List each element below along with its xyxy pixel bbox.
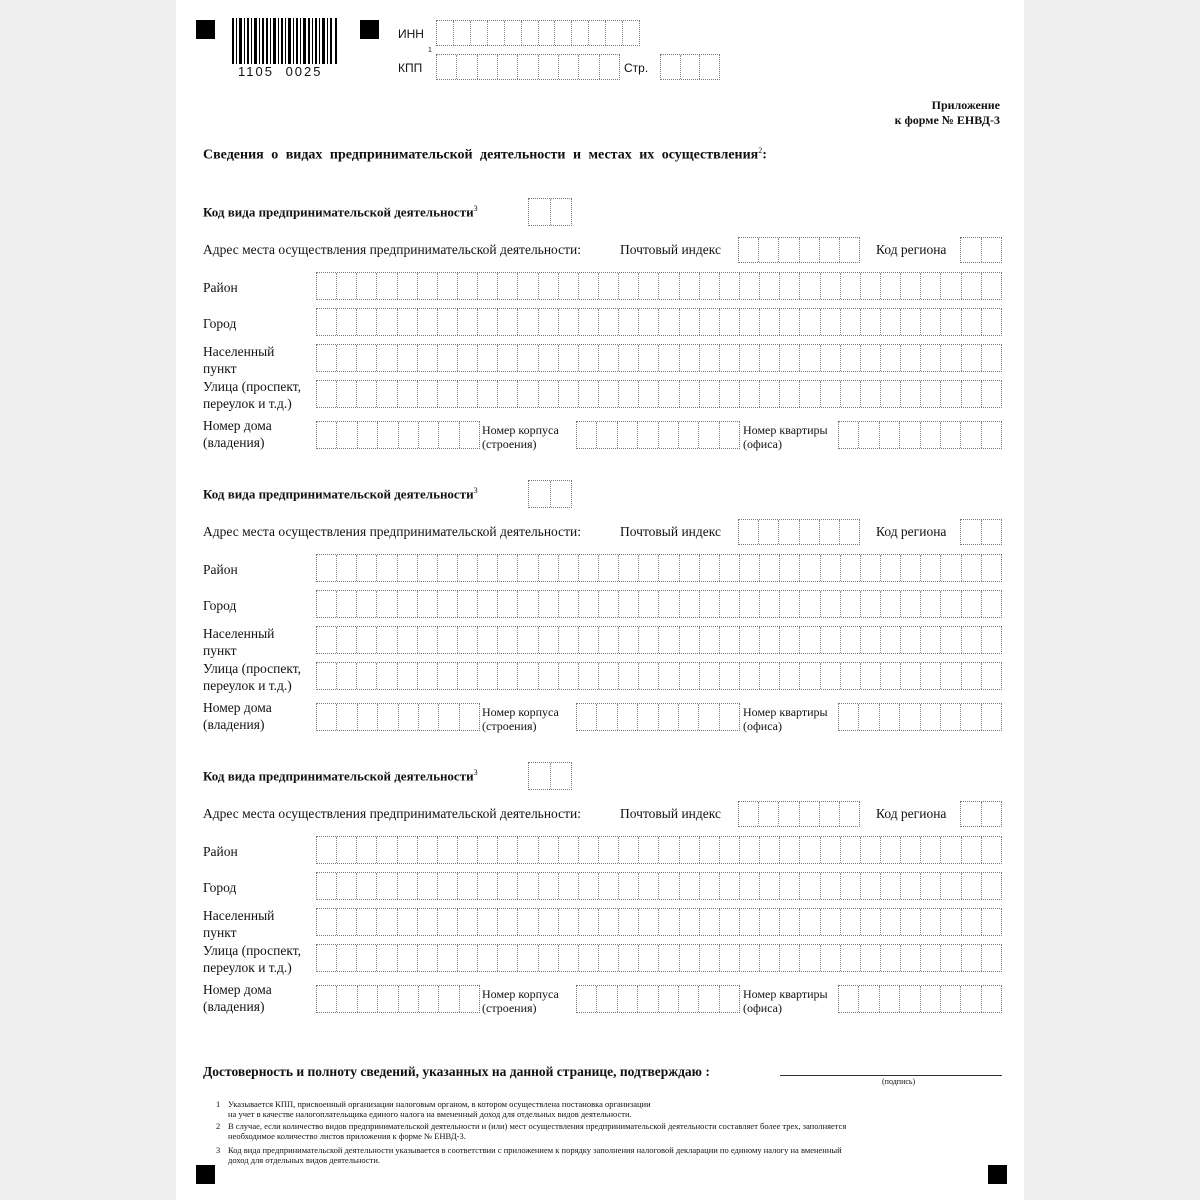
house-label-2-1: (владения)	[203, 435, 265, 450]
top-right-marker	[360, 20, 379, 39]
footnote-2-line-1: В случае, если количество видов предпринимательской деятельности и (или) мест осуществления предпринимательской деятельности составляет более трех, заполняется	[228, 1121, 847, 1131]
apartment-label-1-2: Номер квартиры	[743, 705, 828, 719]
title-suffix: :	[762, 147, 767, 163]
street-label-1-2: Улица (проспект,	[203, 661, 301, 676]
page-label: Стр.	[624, 61, 649, 75]
city-label-3: Город	[203, 880, 237, 895]
building-cells-1[interactable]	[576, 421, 740, 449]
district-cells-3[interactable]	[316, 836, 1002, 864]
footnote-1-number: 1	[216, 1099, 221, 1109]
building-label-2-3: (строения)	[482, 1001, 537, 1015]
confirmation-text: Достоверность и полноту сведений, указанных на данной странице, подтверждаю :	[203, 1064, 710, 1079]
address-label-3: Адрес места осуществления предпринимательской деятельности:	[203, 806, 582, 821]
city-cells-1[interactable]	[316, 308, 1002, 336]
building-cells-2[interactable]	[576, 703, 740, 731]
appendix-line-1: Приложение	[931, 98, 1000, 112]
house-label-2-2: (владения)	[203, 717, 265, 732]
postal-index-cells-1[interactable]	[738, 237, 860, 263]
locality-cells-1[interactable]	[316, 344, 1002, 372]
street-label-2-2: переулок и т.д.)	[203, 678, 292, 693]
activity-code-footnote: 3	[473, 486, 478, 495]
building-cells-3[interactable]	[576, 985, 740, 1013]
postal-index-cells-2[interactable]	[738, 519, 860, 545]
signature-caption: (подпись)	[882, 1077, 916, 1086]
region-code-label-3: Код региона	[876, 806, 947, 821]
building-label-1-3: Номер корпуса	[482, 987, 559, 1001]
city-cells-2[interactable]	[316, 590, 1002, 618]
apartment-cells-3[interactable]	[838, 985, 1002, 1013]
address-label-1: Адрес места осуществления предпринимательской деятельности:	[203, 242, 582, 257]
locality-label-1-2: Населенный	[203, 626, 275, 641]
region-code-cells-3[interactable]	[960, 801, 1002, 827]
apartment-label-2-2: (офиса)	[743, 719, 782, 733]
apartment-label-2-3: (офиса)	[743, 1001, 782, 1015]
locality-label-2-1: пункт	[203, 361, 237, 376]
bottom-right-marker	[988, 1165, 1007, 1184]
building-label-2-2: (строения)	[482, 719, 537, 733]
house-cells-1[interactable]	[316, 421, 480, 449]
footnote-1-line-1: Указывается КПП, присвоенный организации налоговым органом, в котором осуществлена постановка организации	[228, 1099, 651, 1109]
apartment-cells-1[interactable]	[838, 421, 1002, 449]
city-label-2: Город	[203, 598, 237, 613]
kpp-cells[interactable]	[436, 54, 620, 80]
postal-index-label-2: Почтовый индекс	[620, 524, 721, 539]
region-code-cells-1[interactable]	[960, 237, 1002, 263]
locality-label-2-2: пункт	[203, 643, 237, 658]
activity-code-cells-1[interactable]	[528, 198, 572, 226]
inn-label: ИНН	[398, 27, 424, 41]
appendix-line-2: к форме № ЕНВД-3	[894, 113, 1000, 127]
street-label-1-3: Улица (проспект,	[203, 943, 301, 958]
region-code-label-1: Код региона	[876, 242, 947, 257]
activity-code-cells-2[interactable]	[528, 480, 572, 508]
footnote-2-line-2: необходимое количество листов приложения к форме № ЕНВД-3.	[228, 1131, 466, 1141]
street-label-2-3: переулок и т.д.)	[203, 960, 292, 975]
activity-code-cells-3[interactable]	[528, 762, 572, 790]
activity-code-footnote: 3	[473, 204, 478, 213]
house-cells-3[interactable]	[316, 985, 480, 1013]
building-label-1-1: Номер корпуса	[482, 423, 559, 437]
inn-cells[interactable]	[436, 20, 640, 46]
activity-code-text: Код вида предпринимательской деятельности	[203, 768, 474, 784]
activity-code-text: Код вида предпринимательской деятельности	[203, 486, 474, 502]
apartment-cells-2[interactable]	[838, 703, 1002, 731]
apartment-label-1-3: Номер квартиры	[743, 987, 828, 1001]
district-label-2: Район	[203, 562, 238, 577]
building-label-1-2: Номер корпуса	[482, 705, 559, 719]
footnote-3-line-2: доход для отдельных видов деятельности.	[228, 1155, 380, 1165]
postal-index-label-1: Почтовый индекс	[620, 242, 721, 257]
house-label-1-3: Номер дома	[203, 982, 272, 997]
street-cells-3[interactable]	[316, 944, 1002, 972]
street-label-2-1: переулок и т.д.)	[203, 396, 292, 411]
street-cells-1[interactable]	[316, 380, 1002, 408]
barcode-number: 1105 0025	[238, 64, 323, 79]
address-label-2: Адрес места осуществления предпринимательской деятельности:	[203, 524, 582, 539]
street-cells-2[interactable]	[316, 662, 1002, 690]
form-page	[176, 0, 1024, 1200]
city-cells-3[interactable]	[316, 872, 1002, 900]
signature-line[interactable]	[780, 1075, 1002, 1076]
barcode	[232, 18, 338, 64]
footnote-3	[228, 1145, 988, 1165]
postal-index-cells-3[interactable]	[738, 801, 860, 827]
house-label-2-3: (владения)	[203, 999, 265, 1014]
region-code-label-2: Код региона	[876, 524, 947, 539]
locality-label-1-1: Населенный	[203, 344, 275, 359]
house-label-1-1: Номер дома	[203, 418, 272, 433]
district-label-1: Район	[203, 280, 238, 295]
district-label-3: Район	[203, 844, 238, 859]
footnote-3-number: 3	[216, 1145, 221, 1155]
title-text: Сведения о видах предпринимательской деятельности и местах их осуществления	[203, 147, 759, 163]
page-title	[203, 146, 767, 164]
locality-label-2-3: пункт	[203, 925, 237, 940]
bottom-left-marker	[196, 1165, 215, 1184]
top-left-marker	[196, 20, 215, 39]
footnote-2	[228, 1121, 988, 1141]
locality-cells-2[interactable]	[316, 626, 1002, 654]
district-cells-2[interactable]	[316, 554, 1002, 582]
footnote-3-line-1: Код вида предпринимательской деятельности указывается в соответствии с приложением к порядку заполнения налоговой декларации по единому налогу на вмененный	[228, 1145, 842, 1155]
locality-cells-3[interactable]	[316, 908, 1002, 936]
locality-label-1-3: Населенный	[203, 908, 275, 923]
kpp-label: КПП	[398, 61, 423, 75]
footnote-1	[228, 1099, 988, 1119]
kpp-footnote: 1	[428, 47, 432, 54]
activity-code-label-3	[203, 768, 478, 784]
title-footnote: 2	[758, 146, 763, 155]
activity-code-footnote: 3	[473, 768, 478, 777]
region-code-cells-2[interactable]	[960, 519, 1002, 545]
page-cells[interactable]	[660, 54, 720, 80]
city-label-1: Город	[203, 316, 237, 331]
apartment-label-1-1: Номер квартиры	[743, 423, 828, 437]
postal-index-label-3: Почтовый индекс	[620, 806, 721, 821]
footnote-2-number: 2	[216, 1121, 221, 1131]
apartment-label-2-1: (офиса)	[743, 437, 782, 451]
activity-code-label-2	[203, 486, 478, 502]
district-cells-1[interactable]	[316, 272, 1002, 300]
house-label-1-2: Номер дома	[203, 700, 272, 715]
footnote-1-line-2: на учет в качестве налогоплательщика единого налога на вмененный доход для отдельных видов деятельности.	[228, 1109, 632, 1119]
appendix-reference	[895, 98, 1000, 128]
house-cells-2[interactable]	[316, 703, 480, 731]
activity-code-label-1	[203, 204, 478, 220]
activity-code-text: Код вида предпринимательской деятельности	[203, 204, 474, 220]
street-label-1-1: Улица (проспект,	[203, 379, 301, 394]
building-label-2-1: (строения)	[482, 437, 537, 451]
